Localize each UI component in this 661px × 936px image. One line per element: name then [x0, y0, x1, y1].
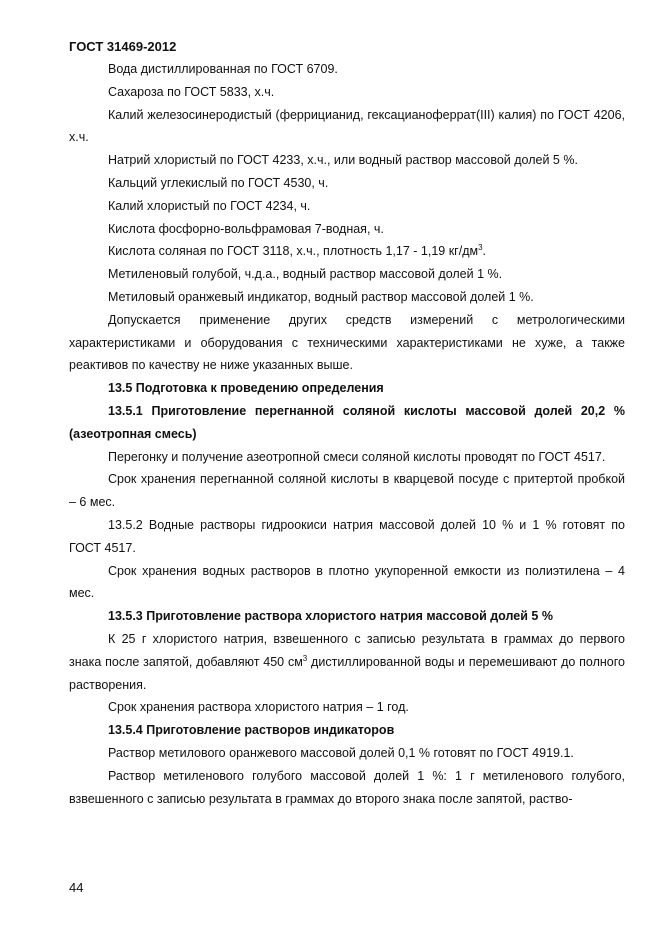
paragraph-methylene-blue: Метиленовый голубой, ч.д.а., водный раствор массовой долей 1 %. — [108, 267, 503, 282]
nacl-text-after: дистиллированной воды и перемешивают до полного растворения. — [69, 654, 625, 692]
paragraph-potassium-chloride: Калий хлористый по ГОСТ 4234, ч. — [108, 198, 311, 213]
nacl-superscript: 3 — [302, 653, 308, 663]
paragraph-allowance: Допускается применение других средств измерений с метрологическими характеристиками и оборудования с техническими характеристиками не хуже, а также реактивов по качеству не ниже указанных выше. — [69, 312, 625, 373]
paragraph-nacl-preparation — [69, 628, 625, 696]
paragraph-storage-nacl: Срок хранения раствора хлористого натрия – 1 год. — [108, 700, 409, 715]
hcl-text-end: . — [482, 244, 487, 259]
section-heading-13-5-4: 13.5.4 Приготовление растворов индикаторов — [108, 723, 395, 738]
page-number: 44 — [69, 880, 84, 895]
paragraph-distillation: Перегонку и получение азеотропной смеси соляной кислоты проводят по ГОСТ 4517. — [108, 449, 606, 464]
paragraph-sucrose: Сахароза по ГОСТ 5833, х.ч. — [108, 84, 275, 99]
paragraph-sodium-chloride: Натрий хлористый по ГОСТ 4233, х.ч., или водный раствор массовой долей 5 %. — [108, 153, 578, 168]
hcl-superscript: 3 — [478, 243, 483, 253]
paragraph-storage-hcl: Срок хранения перегнанной соляной кислоты в кварцевой посуде с притертой пробкой – 6 мес. — [69, 472, 625, 510]
paragraph-methylene-blue-solution: Раствор метиленового голубого массовой долей 1 %: 1 г метиленового голубого, взвешенного с записью результата в граммах до второго знака после запятой, раство- — [69, 768, 625, 806]
paragraph-methyl-orange-solution: Раствор метилового оранжевого массовой долей 0,1 % готовят по ГОСТ 4919.1. — [108, 745, 574, 760]
nacl-text-before: К 25 г хлористого натрия, взвешенного с записью результата в граммах до первого знака после запятой, добавляют 450 см — [69, 631, 625, 669]
section-heading-13-5-3: 13.5.3 Приготовление раствора хлористого натрия массовой долей 5 % — [108, 609, 553, 624]
document-body — [69, 58, 625, 810]
hcl-text: Кислота соляная по ГОСТ 3118, х.ч., плотность 1,17 - 1,19 кг/дм — [108, 244, 479, 259]
paragraph-phosphotungstic-acid: Кислота фосфорно-вольфрамовая 7-водная, ч. — [108, 221, 384, 236]
section-heading-13-5-1: 13.5.1 Приготовление перегнанной соляной кислоты массовой долей 20,2 % (азеотропная смесь) — [69, 403, 625, 441]
section-heading-13-5: 13.5 Подготовка к проведению определения — [108, 381, 384, 396]
paragraph-methyl-orange: Метиловый оранжевый индикатор, водный раствор массовой долей 1 %. — [108, 289, 534, 304]
paragraph-13-5-2: 13.5.2 Водные растворы гидроокиси натрия массовой долей 10 % и 1 % готовят по ГОСТ 4517. — [69, 517, 625, 555]
paragraph-water: Вода дистиллированная по ГОСТ 6709. — [108, 62, 338, 76]
paragraph-hydrochloric-acid — [69, 240, 625, 263]
paragraph-ferricyanide: Калий железосинеродистый (феррицианид, гексацианоферрат(III) калия) по ГОСТ 4206, х.ч. — [69, 107, 625, 145]
document-header: ГОСТ 31469-2012 — [69, 39, 177, 54]
paragraph-storage-naoh: Срок хранения водных растворов в плотно укупоренной емкости из полиэтилена – 4 мес. — [69, 563, 625, 601]
paragraph-calcium-carbonate: Кальций углекислый по ГОСТ 4530, ч. — [108, 175, 329, 190]
